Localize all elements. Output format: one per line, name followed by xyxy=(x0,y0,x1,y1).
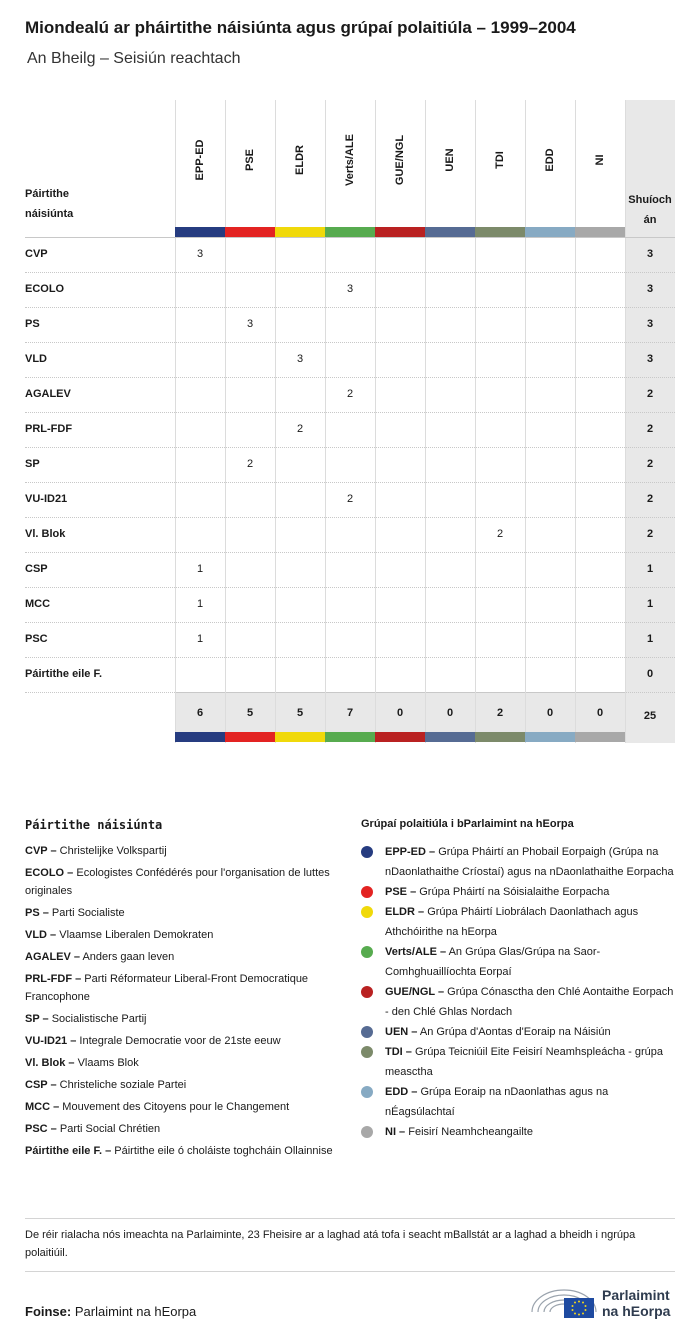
group-header xyxy=(275,100,325,237)
source-line xyxy=(25,1304,196,1319)
groups-legend-title: Grúpaí polaitiúla i bParlaimint na hEorpa xyxy=(361,818,574,830)
group-header xyxy=(175,100,225,237)
group-color-dot-icon xyxy=(361,1046,373,1058)
seat-count-cell: 1 xyxy=(196,633,204,645)
party-legend-item xyxy=(25,842,335,860)
party-name: VU-ID21 xyxy=(25,493,68,505)
group-header xyxy=(225,100,275,237)
party-legend-desc: Socialistische Partij xyxy=(51,1013,147,1025)
party-name: Vl. Blok xyxy=(25,528,66,540)
party-legend-desc: Anders gaan leven xyxy=(82,951,175,963)
group-total: 0 xyxy=(546,707,554,719)
group-header xyxy=(475,100,525,237)
party-legend-abbr: Vl. Blok – xyxy=(25,1057,75,1069)
group-header-label: GUE/NGL xyxy=(394,134,406,186)
party-legend-item xyxy=(25,926,335,944)
party-legend-desc: Mouvement des Citoyens pour le Changement xyxy=(62,1101,290,1113)
seat-count-cell: 3 xyxy=(246,318,254,330)
divider xyxy=(25,1218,675,1219)
group-total: 5 xyxy=(296,707,304,719)
group-legend-abbr: EDD – xyxy=(385,1086,418,1098)
group-legend-item xyxy=(361,842,676,882)
group-legend-desc: Grúpa Pháirtí na Sóisialaithe Eorpacha xyxy=(419,886,610,898)
group-color-swatch xyxy=(175,227,225,237)
group-header xyxy=(325,100,375,237)
party-legend-abbr: CVP – xyxy=(25,845,57,857)
group-color-swatch xyxy=(575,732,625,742)
group-color-swatch xyxy=(475,227,525,237)
party-column-header xyxy=(25,184,73,224)
group-legend-abbr: TDI – xyxy=(385,1046,412,1058)
group-legend-desc: Grúpa Pháirtí Liobrálach Daonlathach agus Athchóirithe na hEorpa xyxy=(385,906,639,938)
table-row xyxy=(25,342,675,377)
parliament-logo-text xyxy=(602,1287,670,1319)
row-seat-total: 2 xyxy=(646,423,654,435)
group-header-label: EDD xyxy=(544,148,556,172)
group-header xyxy=(575,100,625,237)
group-header-label: TDI xyxy=(494,151,506,169)
party-legend-abbr: SP – xyxy=(25,1013,49,1025)
group-legend-item xyxy=(361,882,676,902)
row-seat-total: 2 xyxy=(646,528,654,540)
seat-count-cell: 2 xyxy=(296,423,304,435)
group-color-dot-icon xyxy=(361,906,373,918)
party-name: AGALEV xyxy=(25,388,71,400)
table-row xyxy=(25,237,675,272)
group-legend-desc: Grúpa Eoraip na nDaonlathas agus na nÉagsúlachtaí xyxy=(385,1086,609,1118)
group-header xyxy=(525,100,575,237)
groups-legend xyxy=(361,842,676,1142)
group-color-swatch xyxy=(325,227,375,237)
group-color-swatch xyxy=(425,732,475,742)
group-legend-desc: Feisirí Neamhcheangailte xyxy=(408,1126,533,1138)
party-legend-desc: Páirtithe eile ó choláiste toghcháin Ollainnise xyxy=(114,1145,333,1157)
party-name: PRL-FDF xyxy=(25,423,73,435)
group-legend-abbr: NI – xyxy=(385,1126,406,1138)
group-header-label: NI xyxy=(594,154,606,166)
group-color-swatch xyxy=(175,732,225,742)
group-legend-abbr: ELDR – xyxy=(385,906,425,918)
party-legend-desc: Parti Réformateur Liberal-Front Democratique Francophone xyxy=(25,973,309,1003)
party-legend-item xyxy=(25,1010,335,1028)
party-legend-abbr: PS – xyxy=(25,907,49,919)
parties-legend xyxy=(25,842,335,1164)
seat-count-cell: 3 xyxy=(346,283,354,295)
party-legend-item xyxy=(25,904,335,922)
row-seat-total: 3 xyxy=(646,318,654,330)
group-header xyxy=(375,100,425,237)
group-color-swatch xyxy=(325,732,375,742)
party-legend-abbr: CSP – xyxy=(25,1079,57,1091)
party-legend-desc: Parti Social Chrétien xyxy=(59,1123,161,1135)
party-legend-abbr: AGALEV – xyxy=(25,951,81,963)
logo-line2: na hEorpa xyxy=(602,1303,671,1319)
party-legend-abbr: VU-ID21 – xyxy=(25,1035,77,1047)
group-color-dot-icon xyxy=(361,1126,373,1138)
party-legend-desc: Parti Socialiste xyxy=(51,907,125,919)
table-row-end xyxy=(25,692,675,693)
group-total: 0 xyxy=(446,707,454,719)
party-legend-item xyxy=(25,1098,335,1116)
seats-column-header xyxy=(625,190,675,230)
group-color-swatch xyxy=(375,227,425,237)
parties-legend-title: Páirtithe náisiúnta xyxy=(25,818,163,832)
group-color-dot-icon xyxy=(361,946,373,958)
seat-count-cell: 3 xyxy=(296,353,304,365)
group-legend-desc: Grúpa Teicniúil Eite Feisirí Neamhspleácha - grúpa measctha xyxy=(385,1046,663,1078)
group-header-label: UEN xyxy=(444,148,456,172)
group-header xyxy=(425,100,475,237)
party-legend-abbr: MCC – xyxy=(25,1101,60,1113)
seat-count-cell: 1 xyxy=(196,563,204,575)
group-color-swatch xyxy=(525,732,575,742)
table-row xyxy=(25,447,675,482)
group-color-dot-icon xyxy=(361,886,373,898)
group-legend-abbr: GUE/NGL – xyxy=(385,986,445,998)
party-legend-desc: Ecologistes Confédérés pour l'organisation de luttes originales xyxy=(25,867,330,897)
row-seat-total: 3 xyxy=(646,248,654,260)
group-total: 2 xyxy=(496,707,504,719)
group-color-swatch xyxy=(275,227,325,237)
group-total: 0 xyxy=(396,707,404,719)
row-seat-total: 1 xyxy=(646,633,654,645)
group-color-dot-icon xyxy=(361,1026,373,1038)
seat-count-cell: 3 xyxy=(196,248,204,260)
group-legend-desc: An Grúpa Glas/Grúpa na Saor-Comhghuaillíochta Eorpaí xyxy=(385,946,601,978)
row-seat-total: 0 xyxy=(646,668,654,680)
table-row xyxy=(25,657,675,692)
group-color-swatch xyxy=(275,732,325,742)
group-legend-abbr: UEN – xyxy=(385,1026,418,1038)
footnote: De réir rialacha nós imeachta na Parlaiminte, 23 Fheisire ar a laghad atá tofa i seacht mBallstát ar a laghad a bheidh i ngrúpa polaitiúil. xyxy=(25,1229,636,1259)
group-color-dot-icon xyxy=(361,986,373,998)
table-row xyxy=(25,412,675,447)
row-seat-total: 1 xyxy=(646,563,654,575)
party-name: ECOLO xyxy=(25,283,65,295)
table-row xyxy=(25,307,675,342)
row-seat-total: 3 xyxy=(646,353,654,365)
party-legend-item xyxy=(25,1076,335,1094)
seats-header-line2: án xyxy=(643,214,657,226)
group-legend-desc: An Grúpa d'Aontas d'Eoraip na Náisiún xyxy=(419,1026,611,1038)
table-row xyxy=(25,587,675,622)
party-legend-desc: Vlaams Blok xyxy=(77,1057,139,1069)
group-legend-item xyxy=(361,942,676,982)
group-color-swatch xyxy=(225,732,275,742)
seat-count-cell: 2 xyxy=(246,458,254,470)
group-legend-item xyxy=(361,1022,676,1042)
group-legend-item xyxy=(361,1042,676,1082)
source-label: Foinse: xyxy=(25,1304,72,1319)
party-name: SP xyxy=(25,458,40,470)
group-color-swatch xyxy=(375,732,425,742)
party-header-line1: Páirtithe xyxy=(25,188,70,200)
seat-count-cell: 2 xyxy=(496,528,504,540)
group-color-swatch xyxy=(425,227,475,237)
group-color-swatch xyxy=(475,732,525,742)
table-row xyxy=(25,272,675,307)
group-header-label: PSE xyxy=(244,148,256,172)
party-legend-item xyxy=(25,1120,335,1138)
group-legend-desc: Grúpa Cónasctha den Chlé Aontaithe Eorpach - den Chlé Ghlas Nordach xyxy=(385,986,674,1018)
party-legend-item xyxy=(25,1032,335,1050)
table-row xyxy=(25,377,675,412)
group-color-swatch xyxy=(575,227,625,237)
group-legend-abbr: PSE – xyxy=(385,886,417,898)
party-legend-desc: Integrale Democratie voor de 21ste eeuw xyxy=(79,1035,281,1047)
group-legend-abbr: Verts/ALE – xyxy=(385,946,447,958)
logo-line1: Parlaimint xyxy=(602,1287,670,1303)
row-seat-total: 2 xyxy=(646,458,654,470)
row-seat-total: 2 xyxy=(646,388,654,400)
group-header-label: ELDR xyxy=(294,145,306,175)
party-legend-desc: Christelijke Volkspartij xyxy=(59,845,167,857)
party-name: CVP xyxy=(25,248,48,260)
party-name: VLD xyxy=(25,353,47,365)
group-legend-item xyxy=(361,982,676,1022)
group-total: 5 xyxy=(246,707,254,719)
party-legend-item xyxy=(25,970,335,1006)
page-title: Miondealú ar pháirtithe náisiúnta agus grúpaí polaitiúla – 1999–2004 xyxy=(25,18,576,37)
party-legend-item xyxy=(25,1142,335,1160)
group-color-swatch xyxy=(225,227,275,237)
party-name: CSP xyxy=(25,563,48,575)
group-legend-item xyxy=(361,1122,676,1142)
seat-count-cell: 1 xyxy=(196,598,204,610)
row-seat-total: 2 xyxy=(646,493,654,505)
group-total: 0 xyxy=(596,707,604,719)
divider xyxy=(25,1271,675,1272)
seat-count-cell: 2 xyxy=(346,388,354,400)
group-color-dot-icon xyxy=(361,846,373,858)
party-legend-item xyxy=(25,864,335,900)
party-legend-desc: Christeliche soziale Partei xyxy=(59,1079,187,1091)
seats-header-line1: Shuíoch xyxy=(628,194,672,206)
party-legend-abbr: PSC – xyxy=(25,1123,57,1135)
party-legend-abbr: ECOLO – xyxy=(25,867,74,879)
source-value: Parlaimint na hEorpa xyxy=(74,1304,197,1319)
group-legend-abbr: EPP-ED – xyxy=(385,846,436,858)
party-legend-abbr: Páirtithe eile F. – xyxy=(25,1145,112,1157)
party-name: Páirtithe eile F. xyxy=(25,668,103,680)
group-legend-item xyxy=(361,1082,676,1122)
group-color-swatch xyxy=(525,227,575,237)
row-seat-total: 1 xyxy=(646,598,654,610)
group-total: 7 xyxy=(346,707,354,719)
row-seat-total: 3 xyxy=(646,283,654,295)
group-legend-item xyxy=(361,902,676,942)
group-header-label: Verts/ALE xyxy=(344,134,356,186)
table-row xyxy=(25,517,675,552)
group-color-dot-icon xyxy=(361,1086,373,1098)
table-row xyxy=(25,482,675,517)
party-legend-abbr: PRL-FDF – xyxy=(25,973,82,985)
party-name: PSC xyxy=(25,633,48,645)
group-header-label: EPP-ED xyxy=(194,139,206,181)
party-legend-abbr: VLD – xyxy=(25,929,57,941)
party-legend-item xyxy=(25,948,335,966)
party-legend-item xyxy=(25,1054,335,1072)
grand-total: 25 xyxy=(643,710,657,722)
page-subtitle: An Bheilg – Seisiún reachtach xyxy=(27,50,241,67)
table-row xyxy=(25,622,675,657)
table-row xyxy=(25,552,675,587)
party-legend-desc: Vlaamse Liberalen Demokraten xyxy=(59,929,214,941)
seat-count-cell: 2 xyxy=(346,493,354,505)
party-name: PS xyxy=(25,318,40,330)
group-legend-desc: Grúpa Pháirtí an Phobail Eorpaigh (Grúpa na nDaonlathaithe Críostaí) agus na nDaonlathaithe Eorpacha xyxy=(385,846,674,878)
party-header-line2: náisiúnta xyxy=(25,208,74,220)
party-name: MCC xyxy=(25,598,51,610)
group-total: 6 xyxy=(196,707,204,719)
